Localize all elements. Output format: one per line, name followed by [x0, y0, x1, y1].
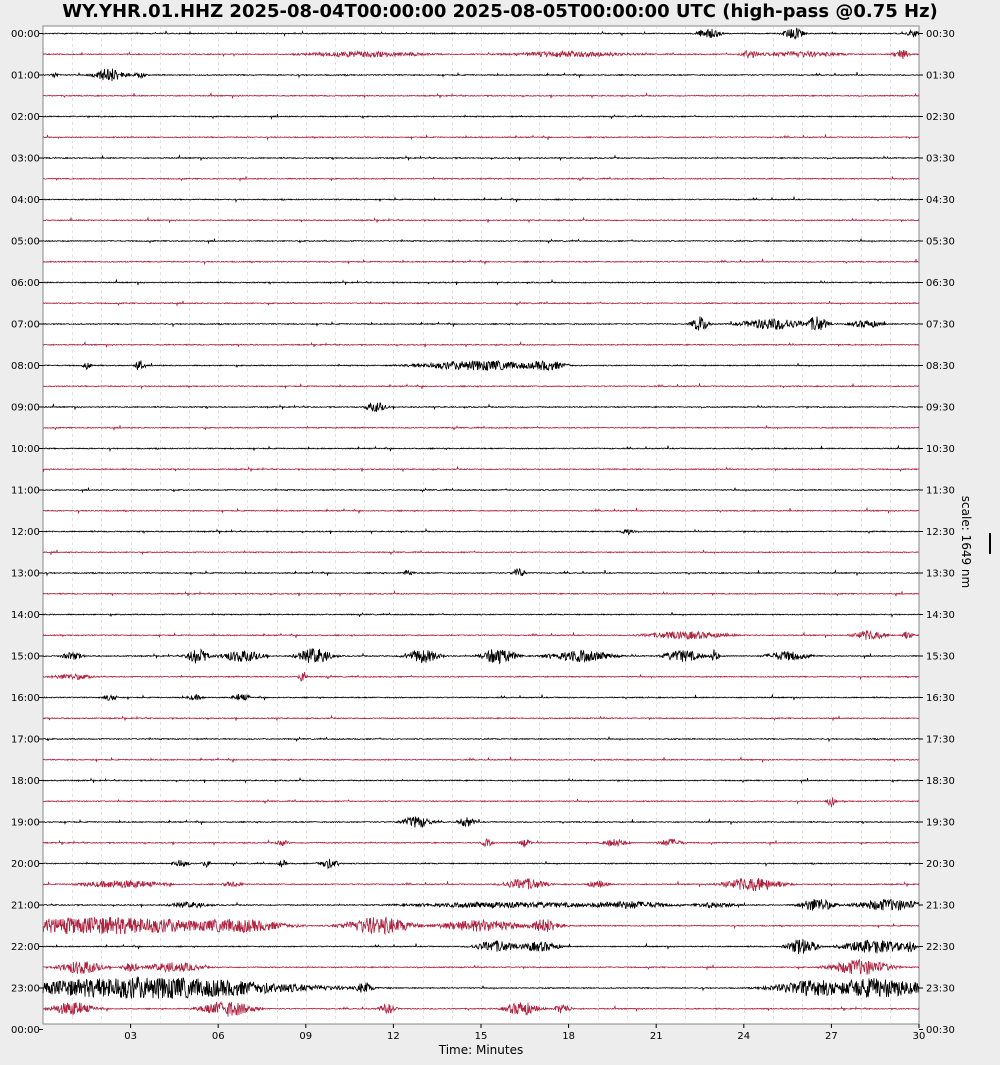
y-right-label: 00:30 [926, 29, 955, 40]
x-tick-label: 27 [825, 1031, 838, 1042]
y-left-label: 01:00 [11, 70, 40, 82]
y-right-label: 23:30 [926, 983, 955, 995]
y-left-label: 10:00 [11, 444, 40, 455]
y-right-label: 15:30 [926, 651, 955, 663]
x-tick-label: 06 [211, 1031, 225, 1042]
x-tick-label: 09 [299, 1031, 313, 1042]
y-left-label: 00:00 [11, 29, 40, 40]
y-left-label: 15:00 [11, 651, 40, 663]
y-left-label: 16:00 [11, 693, 40, 704]
y-right-label: 07:30 [926, 319, 955, 331]
y-right-label: 03:30 [926, 153, 955, 165]
x-tick-label: 03 [124, 1031, 137, 1042]
y-left-label: 06:00 [11, 278, 40, 289]
x-tick-label: 15 [474, 1031, 488, 1042]
scale-bar [989, 533, 991, 554]
y-left-label: 03:00 [11, 153, 40, 165]
y-left-label: 11:00 [11, 485, 40, 497]
y-right-label: 14:30 [926, 610, 955, 621]
y-right-label: 00:30 [926, 1025, 955, 1036]
x-tick-label: 30 [912, 1031, 926, 1042]
y-right-label: 16:30 [926, 693, 955, 704]
y-left-label: 08:00 [11, 361, 40, 372]
y-left-label: 23:00 [11, 983, 40, 995]
y-left-label: 19:00 [11, 817, 40, 829]
y-right-label: 19:30 [926, 817, 955, 829]
x-tick-label: 12 [387, 1031, 400, 1042]
y-left-label: 20:00 [11, 859, 40, 870]
y-left-label: 14:00 [11, 610, 40, 621]
y-left-label: 21:00 [11, 900, 40, 912]
y-right-label: 09:30 [926, 402, 955, 414]
y-right-label: 04:30 [926, 195, 955, 206]
x-tick-label: 24 [737, 1031, 751, 1042]
scale-label: scale: 1649 nm [959, 495, 973, 589]
plot-area [43, 26, 919, 1024]
y-left-label: 09:00 [11, 402, 40, 414]
y-left-label: 18:00 [11, 776, 40, 787]
y-right-label: 17:30 [926, 734, 955, 746]
y-left-label: 22:00 [11, 942, 40, 953]
chart-title: WY.YHR.01.HHZ 2025-08-04T00:00:00 2025-08-05T00:00:00 UTC (high-pass @0.75 Hz) [62, 1, 938, 22]
y-right-label: 18:30 [926, 776, 955, 787]
y-right-label: 11:30 [926, 485, 955, 497]
y-right-label: 13:30 [926, 568, 955, 580]
y-right-label: 05:30 [926, 236, 955, 248]
y-left-label: 17:00 [11, 734, 40, 746]
y-left-label: 00:00 [11, 1025, 40, 1036]
y-right-label: 21:30 [926, 900, 955, 912]
y-right-label: 02:30 [926, 112, 955, 123]
y-left-label: 13:00 [11, 568, 40, 580]
y-right-label: 10:30 [926, 444, 955, 455]
y-left-label: 07:00 [11, 319, 40, 331]
y-right-label: 06:30 [926, 278, 955, 289]
y-left-label: 05:00 [11, 236, 40, 248]
y-right-label: 12:30 [926, 527, 955, 538]
y-left-label: 04:00 [11, 195, 40, 206]
y-right-label: 20:30 [926, 859, 955, 870]
x-tick-label: 18 [562, 1031, 575, 1042]
y-right-label: 01:30 [926, 70, 955, 82]
x-axis-label: Time: Minutes [438, 1043, 524, 1057]
y-left-label: 12:00 [11, 527, 40, 538]
x-tick-label: 21 [649, 1031, 663, 1042]
y-right-label: 22:30 [926, 942, 955, 953]
y-right-label: 08:30 [926, 361, 955, 372]
y-left-label: 02:00 [11, 112, 40, 123]
